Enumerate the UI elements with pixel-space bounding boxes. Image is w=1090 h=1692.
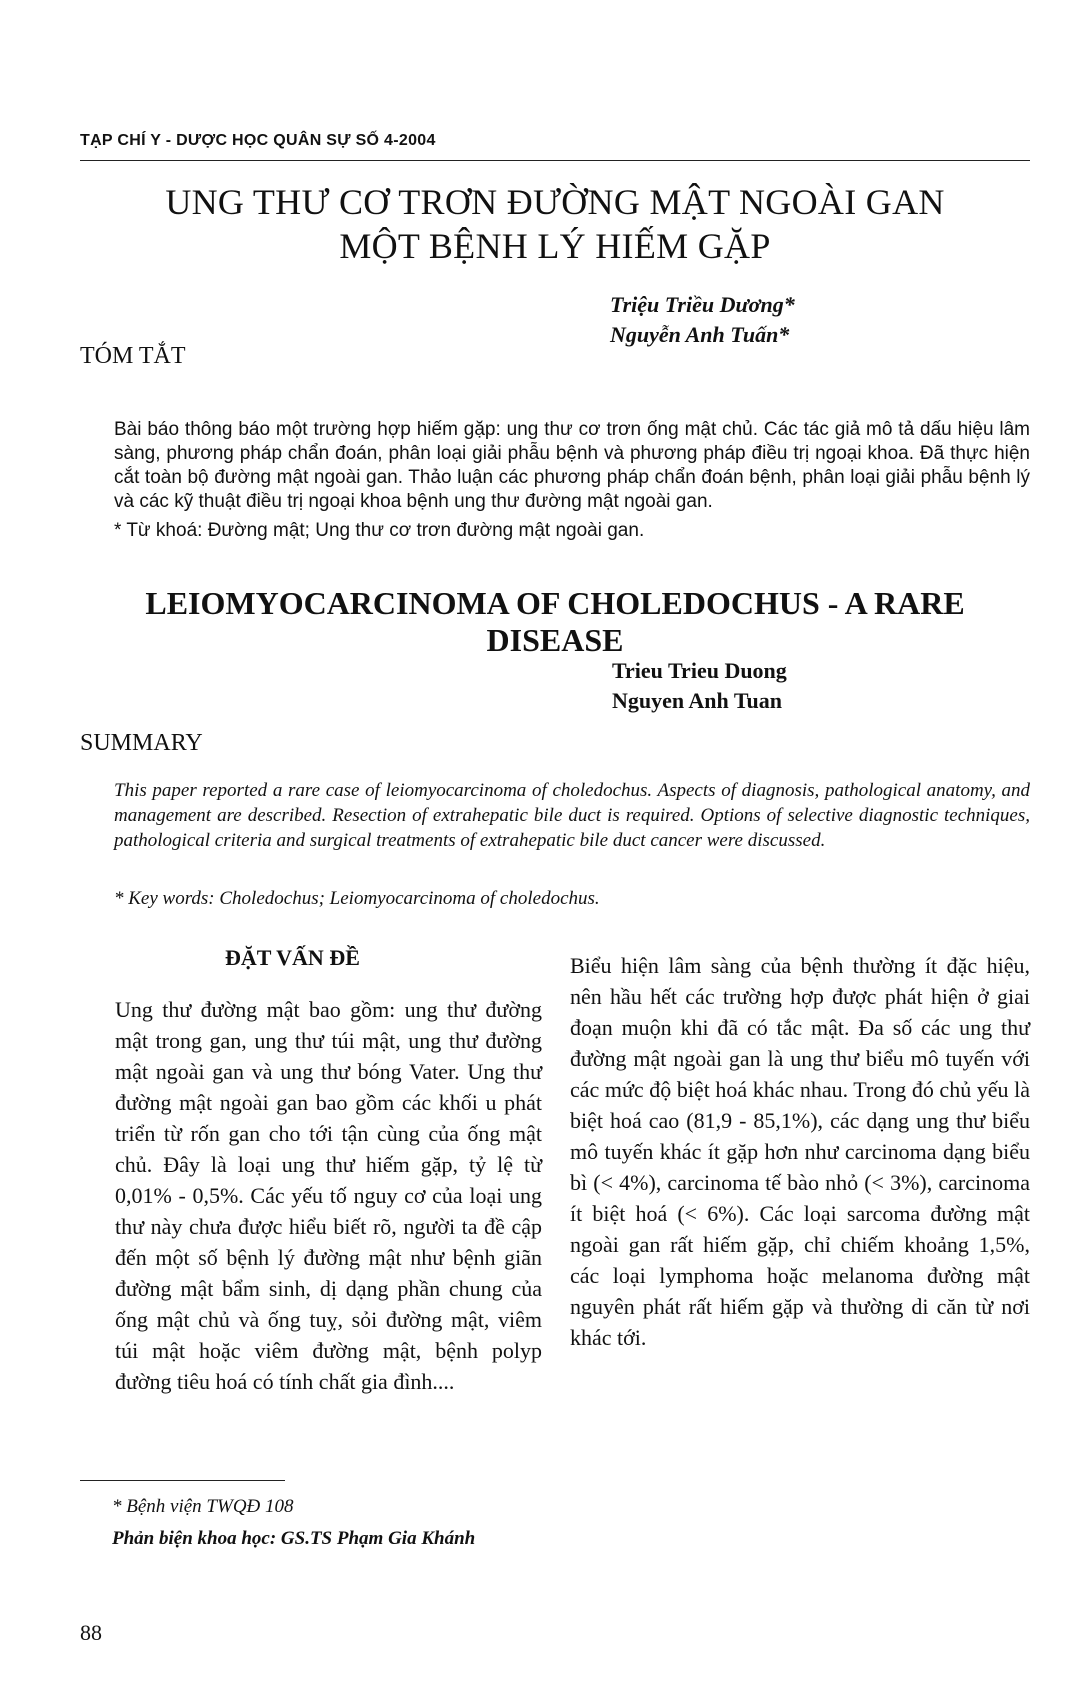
authors-vn	[610, 290, 795, 350]
footnote-rule	[80, 1480, 285, 1481]
keywords-vn: * Từ khoá: Đường mật; Ung thư cơ trơn đường mật ngoài gan.	[114, 520, 645, 541]
summary-heading: SUMMARY	[80, 730, 203, 756]
author-name: Triệu Triều Dương*	[610, 292, 795, 317]
summary-text: This paper reported a rare case of leiomyocarcinoma of choledochus. Aspects of diagnosis, pathological anatomy, and management are described. Resection of extrahepatic bile duct is required. Options of selective diagnostic techniques, pathological criteria and surgical treatments of extrahepatic bile duct cancer were discussed.	[114, 780, 1030, 851]
author-name: Nguyễn Anh Tuấn*	[610, 322, 790, 347]
body-column-right: Biểu hiện lâm sàng của bệnh thường ít đặc hiệu, nên hầu hết các trường hợp được phát hiện ở giai đoạn muộn khi đã có tắc mật. Đa số các ung thư đường mật ngoài gan là ung thư biểu mô tuyến với các mức độ biệt hoá khác nhau. Trong đó chủ yếu là biệt hoá cao (81,9 - 85,1%), các dạng ung thư biểu mô tuyến khác ít gặp hơn như carcinoma dạng biểu bì (< 4%), carcinoma tế bào nhỏ (< 3%), carcinoma ít biệt hoá (< 6%). Các loại sarcoma đường mật ngoài gan rất hiếm gặp, chỉ chiếm khoảng 1,5%, các loại lymphoma hoặc melanoma đường mật nguyên phát rất hiếm gặp và thường di căn từ nơi khác tới.	[570, 953, 1030, 1350]
header-rule	[80, 160, 1030, 161]
abstract-text-vn: Bài báo thông báo một trường hợp hiếm gặp: ung thư cơ trơn ống mật chủ. Các tác giả mô tả dấu hiệu lâm sàng, phương pháp chẩn đoán, phân loại giải phẫu bệnh và phương pháp điều trị ngoại khoa. Đã thực hiện cắt toàn bộ đường mật ngoài gan. Thảo luận các phương pháp chẩn đoán bệnh, phân loại giải phẫu bệnh lý và các kỹ thuật điều trị ngoại khoa bệnh ung thư đường mật ngoài gan.	[114, 419, 1030, 512]
keywords-en: * Key words: Choledochus; Leiomyocarcinoma of choledochus.	[114, 888, 600, 909]
title-line-2: MỘT BỆNH LÝ HIẾM GẶP	[339, 226, 771, 266]
section-heading-introduction: ĐẶT VẤN ĐỀ	[225, 945, 360, 970]
page-number: 88	[80, 1620, 102, 1645]
author-name: Nguyen Anh Tuan	[612, 688, 782, 713]
journal-header: TẠP CHÍ Y - DƯỢC HỌC QUÂN SỰ SỐ 4-2004	[80, 132, 436, 149]
title-line-1: UNG THƯ CƠ TRƠN ĐƯỜNG MẬT NGOÀI GAN	[165, 182, 945, 222]
body-column-left: Ung thư đường mật bao gồm: ung thư đường mật trong gan, ung thư túi mật, ung thư đường mật ngoài gan và ung thư bóng Vater. Ung thư đường mật ngoài gan bao gồm các khối u phát triển từ rốn gan cho tới tận cùng của ống mật chủ. Đây là loại ung thư hiếm gặp, tỷ lệ từ 0,01% - 0,5%. Các yếu tố nguy cơ của loại ung thư này chưa được hiểu biết rõ, người ta đề cập đến một số bệnh lý đường mật như bệnh giãn đường mật bẩm sinh, dị dạng phần chung của ống mật chủ và ống tuỵ, sỏi đường mật, viêm túi mật hoặc viêm đường mật, bệnh polyp đường tiêu hoá có tính chất gia đình....	[115, 997, 542, 1394]
footnote-reviewer: Phản biện khoa học: GS.TS Phạm Gia Khánh	[112, 1528, 476, 1549]
author-name: Trieu Trieu Duong	[612, 658, 787, 683]
footnote-affiliation: * Bệnh viện TWQĐ 108	[112, 1496, 294, 1517]
article-title-en: LEIOMYOCARCINOMA OF CHOLEDOCHUS - A RARE DISEASE	[145, 585, 965, 658]
authors-en	[612, 656, 787, 716]
abstract-heading-vn: TÓM TẮT	[80, 343, 186, 369]
article-title-vn	[80, 180, 1030, 268]
